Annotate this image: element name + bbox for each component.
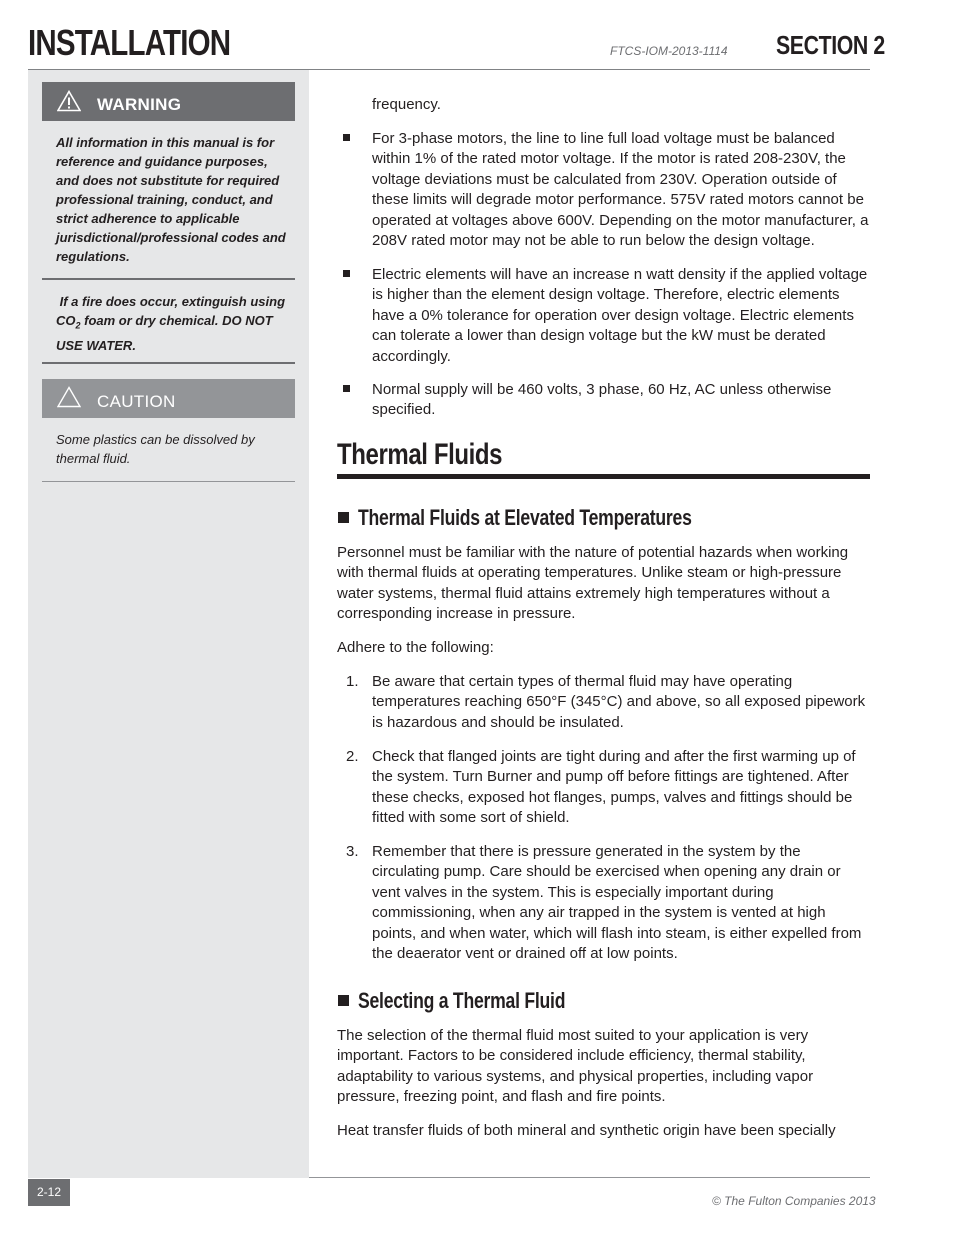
warning-triangle-icon — [57, 90, 81, 112]
section-heading-thermal-fluids: Thermal Fluids — [337, 438, 503, 471]
list-item: For 3-phase motors, the line to line full load voltage must be balanced within 1% of the rated motor voltage. If the motor is rated 208-230V, the voltage deviations must be calculated from 230V. Operation outside of these limits will degrade motor performance. 575V rated motors cannot be operated at voltages above 600V. Depending on the motor manufacturer, a 208V rated motor may not be able to run below the design voltage. — [372, 130, 869, 250]
paragraph: Personnel must be familiar with the nature of potential hazards when working with thermal fluids at operating temperatures. Unlike steam or high-pressure water systems, thermal fluid attains extremely high temperatures without a corresponding increase in pressure. — [337, 544, 849, 623]
subheading-elevated-temperatures: Thermal Fluids at Elevated Temperatures — [358, 505, 692, 530]
list-item: Electric elements will have an increase n watt density if the applied voltage is higher than the element design voltage. Therefore, electric elements have a 0% tolerance for operation over design voltage. Electric elements can tolerate a lower than design voltage but the kW must be derated accordingly. — [372, 266, 868, 365]
bullet-square-icon — [343, 134, 350, 141]
warning-divider-1 — [42, 278, 295, 280]
heading-square-icon — [338, 995, 349, 1006]
heading-rule — [337, 474, 870, 479]
bullet-square-icon — [343, 270, 350, 277]
continued-text: frequency. — [372, 96, 441, 113]
warning-text-fire: If a fire does occur, extinguish using $CO_2$ foam or dry chemical. DO NOT USE WATER. — [56, 294, 286, 353]
list-number: 3. — [346, 843, 359, 860]
subheading-selecting-fluid: Selecting a Thermal Fluid — [358, 988, 566, 1013]
warning-label: WARNING — [97, 95, 182, 114]
list-item: Remember that there is pressure generated in the system by the circulating pump. Care should be exercised when opening any drain or vent valves in the system. This is especially important during commissioning, when any air trapped in the system is vented at high points, and when water, which will flash into steam, is either expelled from the deaerator vent or drained off at low points. — [372, 843, 862, 963]
paragraph: Adhere to the following: — [337, 639, 494, 656]
caution-text: Some plastics can be dissolved by thermal fluid. — [56, 432, 255, 466]
warning-divider-2 — [42, 362, 295, 364]
list-number: 2. — [346, 748, 359, 765]
list-item: Be aware that certain types of thermal fluid may have operating temperatures reaching 650°F (345°C) and above, so all exposed pipework is hazardous and should be insulated. — [372, 673, 866, 731]
page-header-title: INSTALLATION — [28, 22, 231, 63]
warning-banner — [42, 82, 295, 121]
caution-banner — [42, 379, 295, 418]
list-item: Normal supply will be 460 volts, 3 phase, 60 Hz, AC unless otherwise specified. — [372, 381, 832, 419]
warning-text-disclaimer: All information in this manual is for reference and guidance purposes, and does not substitute for required professional training, conduct, and strict adherence to applicable jurisdictional/professional codes and regulations. — [56, 135, 286, 264]
heading-square-icon — [338, 512, 349, 523]
section-label: SECTION 2 — [776, 30, 885, 60]
copyright-text: © The Fulton Companies 2013 — [712, 1194, 876, 1208]
paragraph: The selection of the thermal fluid most suited to your application is very important. Factors to be considered include efficiency, thermal stability, adaptability to various systems, and physical properties, including vapor pressure, freezing point, and flash and fire points. — [337, 1027, 814, 1106]
paragraph: Heat transfer fluids of both mineral and synthetic origin have been specially — [337, 1122, 836, 1139]
list-number: 1. — [346, 673, 359, 690]
list-item: Check that flanged joints are tight during and after the first warming up of the system. Turn Burner and pump off before fittings are tightened. After these checks, exposed hot flanges, pumps, valves and fittings should be fitted with some sort of shield. — [372, 748, 856, 827]
document-id: FTCS-IOM-2013-1114 — [610, 44, 728, 58]
caution-triangle-icon — [57, 386, 81, 408]
bullet-square-icon — [343, 385, 350, 392]
caution-label: CAUTION — [97, 392, 176, 411]
footer-divider — [309, 1177, 870, 1178]
caution-divider — [42, 481, 295, 482]
page-number: 2-12 — [28, 1179, 70, 1206]
